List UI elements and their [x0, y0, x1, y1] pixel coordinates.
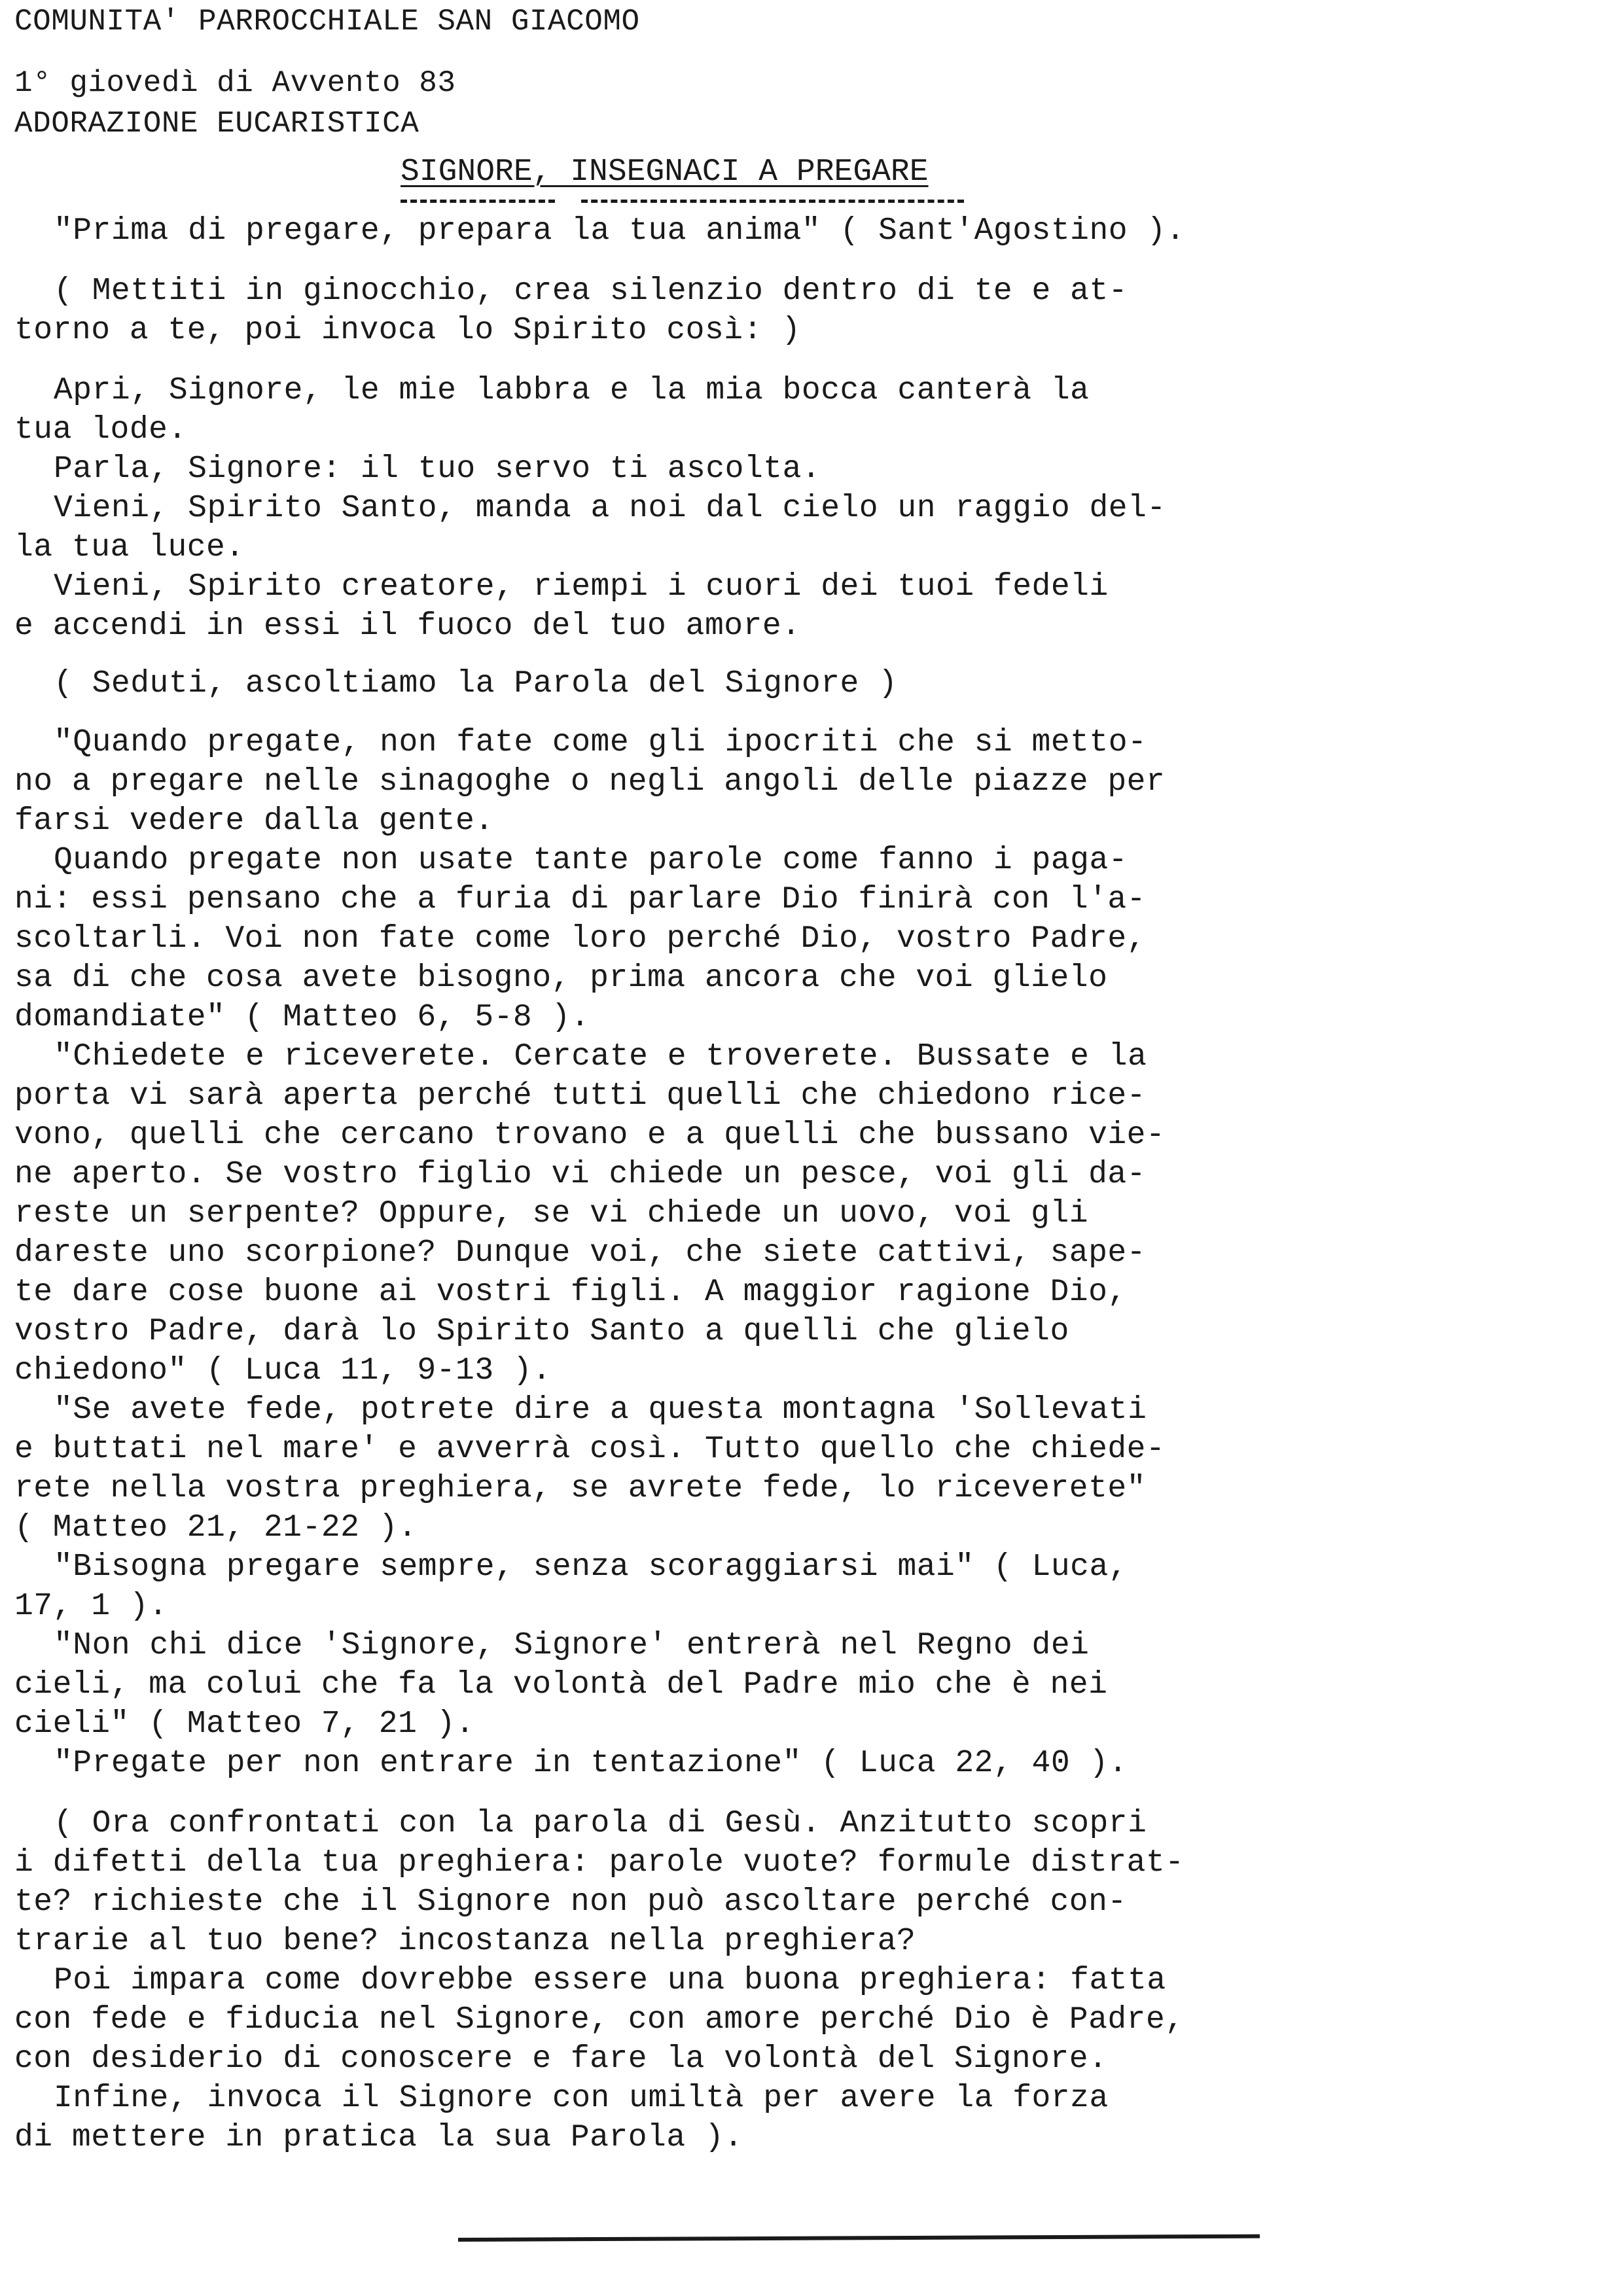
text-line: ni: essi pensano che a furia di parlare Dio finirà con l'a- — [14, 882, 1146, 917]
text-line: la tua luce. — [14, 530, 245, 565]
text-line: ( Matteo 21, 21-22 ). — [14, 1510, 418, 1545]
text-line: domandiate" ( Matteo 6, 5-8 ). — [14, 1000, 590, 1035]
quote-line: "Prima di pregare, prepara la tua anima" ( Sant'Agostino ). — [54, 213, 1185, 249]
text-line: e buttati nel mare' e avverrà così. Tutto quello che chiede- — [14, 1432, 1166, 1467]
text-line: "Quando pregate, non fate come gli ipocriti che si metto- — [54, 725, 1147, 760]
text-line: torno a te, poi invoca lo Spirito così: ) — [14, 313, 801, 348]
text-line: cieli, ma colui che fa la volontà del Padre mio che è nei — [14, 1667, 1108, 1703]
text-line: "Pregate per non entrare in tentazione" ( Luca 22, 40 ). — [54, 1746, 1128, 1781]
text-line: te dare cose buone ai vostri figli. A maggior ragione Dio, — [14, 1275, 1127, 1310]
text-line: 17, 1 ). — [14, 1589, 168, 1624]
text-line: i difetti della tua preghiera: parole vuote? formule distrat- — [14, 1845, 1185, 1881]
event-line: ADORAZIONE EUCARISTICA — [14, 107, 419, 141]
text-line: no a pregare nelle sinagoghe o negli angoli delle piazze per — [14, 764, 1166, 800]
text-line: cieli" ( Matteo 7, 21 ). — [14, 1706, 475, 1742]
text-line: "Chiedete e riceverete. Cercate e troverete. Bussate e la — [54, 1039, 1147, 1074]
text-line: scoltarli. Voi non fate come loro perché Dio, vostro Padre, — [14, 921, 1146, 957]
text-line: vono, quelli che cercano trovano e a quelli che bussano vie- — [14, 1118, 1166, 1153]
text-line: dareste uno scorpione? Dunque voi, che siete cattivi, sape- — [14, 1235, 1146, 1271]
text-line: chiedono" ( Luca 11, 9-13 ). — [14, 1353, 552, 1388]
text-line: te? richieste che il Signore non può ascoltare perché con- — [14, 1884, 1127, 1920]
closing-rule — [458, 2234, 1260, 2242]
text-line: Apri, Signore, le mie labbra e la mia bocca canterà la — [54, 373, 1090, 408]
text-line: vostro Padre, darà lo Spirito Santo a quelli che glielo — [14, 1314, 1069, 1349]
date-line: 1° giovedì di Avvento 83 — [14, 66, 456, 100]
text-line: ( Seduti, ascoltiamo la Parola del Signore ) — [54, 666, 898, 701]
text-line: ( Ora confrontati con la parola di Gesù. Anzitutto scopri — [54, 1806, 1147, 1841]
text-line: con fede e fiducia nel Signore, con amore perché Dio è Padre, — [14, 2002, 1185, 2038]
text-line: farsi vedere dalla gente. — [14, 804, 494, 839]
text-line: di mettere in pratica la sua Parola ). — [14, 2120, 743, 2155]
text-line: Infine, invoca il Signore con umiltà per avere la forza — [54, 2081, 1109, 2116]
text-line: ( Mettiti in ginocchio, crea silenzio dentro di te e at- — [54, 274, 1128, 309]
text-line: tua lode. — [14, 412, 187, 448]
page-title: SIGNORE, INSEGNACI A PREGARE — [401, 154, 929, 190]
text-line: con desiderio di conoscere e fare la volontà del Signore. — [14, 2041, 1108, 2077]
text-line: "Se avete fede, potrete dire a questa montagna 'Sollevati — [54, 1392, 1147, 1428]
text-line: Quando pregate non usate tante parole come fanno i paga- — [54, 843, 1128, 878]
text-line: trarie al tuo bene? incostanza nella preghiera? — [14, 1924, 916, 1959]
text-line: e accendi in essi il fuoco del tuo amore. — [14, 609, 801, 644]
text-line: reste un serpente? Oppure, se vi chiede un uovo, voi gli — [14, 1196, 1089, 1231]
title-underline-dash — [401, 200, 555, 203]
text-line: Vieni, Spirito Santo, manda a noi dal cielo un raggio del- — [54, 491, 1166, 526]
text-line: Parla, Signore: il tuo servo ti ascolta. — [54, 451, 821, 487]
text-line: "Bisogna pregare sempre, senza scoraggiarsi mai" ( Luca, — [54, 1549, 1128, 1585]
text-line: Vieni, Spirito creatore, riempi i cuori dei tuoi fedeli — [54, 569, 1109, 605]
text-line: rete nella vostra preghiera, se avrete fede, lo riceverete" — [14, 1471, 1146, 1506]
text-line: "Non chi dice 'Signore, Signore' entrerà nel Regno dei — [54, 1628, 1090, 1663]
text-line: porta vi sarà aperta perché tutti quelli che chiedono rice- — [14, 1078, 1146, 1114]
text-line: sa di che cosa avete bisogno, prima ancora che voi glielo — [14, 961, 1108, 996]
community-header: COMUNITA' PARROCCHIALE SAN GIACOMO — [14, 5, 640, 39]
title-underline-dash — [581, 200, 964, 203]
text-line: Poi impara come dovrebbe essere una buona preghiera: fatta — [54, 1963, 1166, 1998]
text-line: ne aperto. Se vostro figlio vi chiede un pesce, voi gli da- — [14, 1157, 1146, 1192]
